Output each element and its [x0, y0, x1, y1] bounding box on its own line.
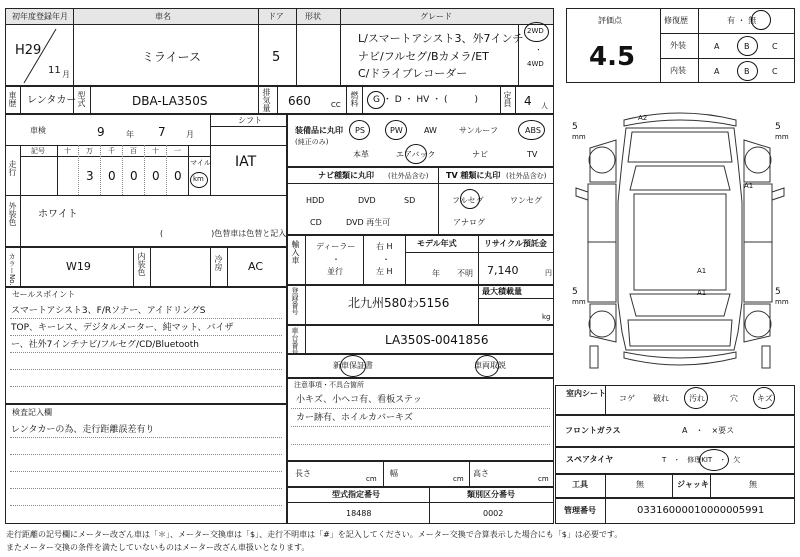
auction-sheet: 初年度登録年月 車名 ドア 形状 グレード H29 11 月 ミライース 5 L/スマートアシスト3、外7インチ ナビ/フルセグ/Bカメラ/ET C/ドライブレコーダー 2WD 4WD ・ 車歴 レンタカー 型式 DBA-LA350S 排気量 660 CC 燃料 G ・ D ・ HV ・ ( ) 定員 4 人 車検 9 年 7 月 シフト IAT 走行 記号 十 万 千 百 十 一 3 0 0 0 0 マイル km 外装色 ホワイト ( )色替車は色替と記入 カラーNo. W19 内装色 冷房 AC セールスポイント スマートアシスト3、F/Rソナー、アイドリングS TOP、キーレス、デジタルメーター、純マット、バイザ ー、社外7インチナビ/フルセグ/CD/Bluetooth 検査記入欄 レンタカーの為、走行距離誤差有り 装備品に丸印 (純正のみ) PS PW AW サンルーフ ABS 本革 エアバック ナビ TV ナビ種類に丸印 (社外品含む) HDD DVD SD CD DVD 再生可 TV 種類に丸印 (社外品含む) フルセグ ワンセグ アナログ 輸入車 ディーラー ・ 並行 右 H ・ 左 H モデル年式 年 不明 リサイクル預託金 7,140 円 登録番号 北九州580わ5156 最大積載量 kg 車台番号 LA350S-0041856 新車保証書 車両取説 注意事項・不具合箇所 小キズ、小ヘコ有、看板ステッ カー跡有、ホイルカバーキズ 長さ cm 幅 cm 高さ cm 型式指定番号 18488 類別区分番号 0002 評価点 4.5 修復歴 有 ・ 無 外装 A B C 内装 A B C 5 mm 5 mm 5 mm 5 mm A2 A1 A1 A1 室内シート コゲ 破れ 汚れ 穴 キズ フロントガラス A ・ ×要ス スペアタイヤ T ・ 修理KIT ・ 欠 工具 無 ジャッキ 無 管理番号 03316000010000005991 走行距離の記号欄にメーター改ざん車は「＊」、メーター交換車は「$」、走行不明車は「#」を記入してください。メーター交換で合算表示した場合にも「$」は必要です。 またメーター交換の条件を満たしていないものはメーター改ざん車扱いとなります。 — [0, 0, 800, 557]
car-name-value: ミライース — [142, 50, 202, 64]
equip-ps: PS — [355, 126, 365, 135]
grade-header: グレード — [420, 12, 452, 21]
new-warranty-circle — [340, 355, 366, 377]
equip-navi: ナビ — [472, 150, 488, 159]
diagram-bracket-tr: 5 — [775, 122, 781, 132]
designation-model-value: 18488 — [346, 509, 372, 518]
mileage-digit-2: 0 — [108, 169, 116, 183]
model-year-unit: 年 — [432, 269, 440, 278]
shift-value: IAT — [235, 154, 257, 170]
ac-label: 冷房 — [214, 255, 223, 271]
recycle-unit: 円 — [545, 269, 552, 277]
seat-hole: 穴 — [730, 394, 738, 403]
diagram-bracket-tl: 5 — [572, 122, 578, 132]
footer-line-1: 走行距離の記号欄にメーター改ざん車は「＊」、メーター交換車は「$」、走行不明車は「#」を記入してください。メーター交換で合算表示した場合にも「$」は必要です。 — [6, 530, 623, 539]
repair-label: 修復歴 — [664, 16, 688, 25]
displacement-value: 660 — [288, 94, 311, 108]
tv-fullseg-circle — [460, 189, 480, 209]
length-label: 長さ — [295, 469, 311, 478]
notices-line-1: 小キズ、小ヘコ有、看板ステッ — [296, 395, 422, 405]
car-diagram — [566, 92, 795, 377]
sales-point-line-2: TOP、キーレス、デジタルメーター、純マット、バイザ — [11, 323, 234, 333]
km-label: km — [193, 175, 204, 183]
tools-box — [555, 474, 795, 498]
inspection-year-unit: 年 — [126, 130, 134, 139]
inspection-label: 車検 — [30, 126, 46, 135]
sales-point-label: セールスポイント — [12, 290, 76, 299]
usage-label: 車歴 — [8, 91, 17, 107]
seat-scratch-circle — [753, 387, 775, 409]
tools-label: 工具 — [572, 480, 588, 489]
digit-label-2: 千 — [108, 147, 115, 155]
tv-oneseg: ワンセグ — [510, 196, 542, 205]
capacity-unit: 人 — [541, 102, 548, 110]
width-unit: cm — [453, 475, 464, 483]
navi-title: ナビ種類に丸印 — [318, 171, 374, 180]
manual-circle — [475, 355, 499, 377]
height-label: 高さ — [473, 469, 489, 478]
recycle-value: 7,140 — [487, 264, 519, 277]
jack-label: ジャッキ — [677, 480, 709, 489]
tools-value: 無 — [636, 480, 644, 489]
navi-dvd: DVD — [358, 196, 376, 205]
inspection-notes-box — [5, 404, 287, 524]
control-label: 管理番号 — [564, 506, 596, 515]
model-year-label: モデル年式 — [417, 239, 457, 248]
kg-unit: kg — [542, 313, 551, 321]
mile-label: マイル — [190, 159, 211, 167]
max-load-label: 最大積載量 — [482, 287, 522, 296]
exterior-label: 外装 — [670, 41, 686, 50]
first-reg-month: 11 — [48, 65, 61, 76]
footer-line-2: またメーター交換の条件を満たしていないものはメーター改ざん車扱いとなります。 — [6, 543, 310, 552]
registration-label: 登録番号 — [291, 287, 299, 315]
tv-title: TV 種類に丸印 — [446, 171, 501, 180]
spare-label: スペアタイヤ — [566, 455, 614, 464]
digit-label-0: 十 — [64, 147, 71, 155]
interior-sheet-label: 室内シート — [566, 389, 606, 398]
width-label: 幅 — [390, 469, 398, 478]
color-value: ホワイト — [38, 209, 78, 220]
interior-a: A — [714, 67, 720, 76]
equip-airbag: エアバック — [396, 150, 436, 159]
equip-pw-circle — [385, 120, 407, 140]
fuel-options: G ・ D ・ HV ・ ( ) — [373, 95, 479, 105]
manual: 車両取説 — [474, 361, 506, 370]
repair-options: 有 ・ 無 — [727, 16, 757, 25]
color-no-row — [5, 247, 287, 287]
fuel-label: 燃料 — [350, 91, 359, 107]
fuel-g-circle — [367, 91, 385, 109]
equip-pw: PW — [390, 126, 403, 135]
usage-value: レンタカー — [27, 95, 77, 106]
diagram-mm-br: mm — [775, 298, 789, 306]
navi-cd: CD — [310, 218, 322, 227]
mileage-digit-5: 0 — [174, 169, 182, 183]
diagram-bracket-bl: 5 — [572, 287, 578, 297]
car-name-header: 車名 — [155, 12, 171, 21]
color-note: ( )色替車は色替と記入 — [160, 229, 287, 238]
cc-unit: CC — [331, 101, 341, 109]
inspection-notes-line: レンタカーの為、走行距離誤差有り — [11, 425, 155, 435]
ac-value: AC — [248, 260, 264, 273]
displacement-label: 排気量 — [262, 88, 271, 112]
exterior-a: A — [714, 42, 720, 51]
damage-mark-a2: A2 — [638, 114, 648, 122]
import-lh: 左 H — [376, 267, 393, 276]
exterior-c: C — [772, 42, 778, 51]
equipment-title: 装備品に丸印 — [295, 126, 343, 135]
color-no-label: カラーNo. — [8, 253, 16, 286]
diagram-mm-bl: mm — [572, 298, 586, 306]
new-warranty: 新車保証書 — [333, 361, 373, 370]
equip-aw: AW — [424, 126, 437, 135]
import-label: 輸入車 — [291, 240, 300, 264]
sales-point-line-1: スマートアシスト3、F/Rソナー、アイドリングS — [11, 306, 206, 316]
grade-line-1: L/スマートアシスト3、外7インチ — [358, 32, 524, 45]
designation-class-value: 0002 — [483, 509, 504, 518]
drive-2wd: 2WD — [527, 27, 544, 35]
drive-4wd: 4WD — [527, 60, 544, 68]
recycle-label: リサイクル預託金 — [484, 239, 547, 248]
navi-hdd: HDD — [306, 196, 325, 205]
interior-label: 内装 — [670, 66, 686, 75]
color-label: 外装色 — [8, 202, 17, 226]
first-reg-header: 初年度登録年月 — [12, 12, 68, 21]
first-reg-year: H29 — [15, 43, 42, 58]
interior-b: B — [744, 67, 750, 76]
seat-stain-circle — [684, 387, 708, 409]
model-year-unknown: 不明 — [457, 269, 473, 278]
inspection-year: 9 — [97, 125, 105, 139]
digit-label-1: 万 — [86, 147, 93, 155]
seat-stain: 汚れ — [689, 394, 705, 403]
damage-mark-a1-rear: A1 — [697, 267, 707, 275]
navi-title-note: (社外品含む) — [388, 172, 429, 180]
navi-sd: SD — [404, 196, 416, 205]
digit-label-5: 一 — [174, 147, 181, 155]
shape-header: 形状 — [305, 12, 321, 21]
score-value: 4.5 — [589, 42, 636, 72]
windshield-options: A ・ ×要ス — [682, 426, 735, 435]
height-unit: cm — [538, 475, 549, 483]
shift-label: シフト — [238, 116, 262, 125]
interior-color-label: 内装色 — [137, 252, 146, 276]
digit-label-4: 十 — [152, 147, 159, 155]
doors-value: 5 — [272, 50, 281, 65]
damage-mark-a1-right: A1 — [744, 182, 754, 190]
chassis-label: 車台番号 — [291, 327, 299, 355]
seat-tear: 破れ — [653, 394, 669, 403]
notices-line-2: カー跡有、ホイルカバーキズ — [296, 413, 413, 423]
grade-line-3: C/ドライブレコーダー — [358, 67, 468, 80]
chassis-value: LA350S-0041856 — [385, 333, 489, 347]
diagram-mm-tl: mm — [572, 133, 586, 141]
inspection-month: 7 — [158, 125, 166, 139]
equip-tv: TV — [527, 150, 538, 159]
color-no-value: W19 — [66, 260, 91, 273]
model-value: DBA-LA350S — [132, 94, 208, 108]
equip-abs-circle — [518, 120, 545, 140]
digit-label-3: 百 — [130, 147, 137, 155]
inspection-month-unit: 月 — [186, 130, 194, 139]
interior-c: C — [772, 67, 778, 76]
navi-dvd-play: DVD 再生可 — [346, 218, 391, 227]
sales-point-line-3: ー、社外7インチナビ/フルセグ/CD/Bluetooth — [11, 340, 200, 350]
seat-burn: コゲ — [619, 394, 635, 403]
warranty-box — [287, 354, 554, 378]
mileage-digit-4: 0 — [152, 169, 160, 183]
length-unit: cm — [366, 475, 377, 483]
exterior-b-circle — [737, 36, 758, 56]
tv-fullseg: フルセグ — [452, 196, 484, 205]
damage-mark-a1-bumper: A1 — [697, 289, 707, 297]
equip-airbag-circle — [405, 144, 427, 164]
capacity-value: 4 — [524, 94, 532, 108]
repair-none-circle — [751, 10, 771, 30]
designation-class-label: 類別区分番号 — [467, 490, 515, 499]
import-dealer: ディーラー — [316, 242, 356, 251]
interior-b-circle — [737, 61, 758, 81]
mileage-digit-3: 0 — [130, 169, 138, 183]
capacity-label: 定員 — [503, 91, 512, 107]
equip-ps-circle — [349, 120, 370, 140]
size-box — [287, 461, 554, 487]
door-header: ドア — [268, 12, 284, 21]
equip-leather: 本革 — [353, 150, 369, 159]
mileage-digit-1: 3 — [86, 169, 94, 183]
control-value: 03316000010000005991 — [637, 505, 765, 516]
tv-title-note: (社外品含む) — [506, 172, 547, 180]
mileage-label: 走行 — [8, 160, 17, 176]
equipment-subtitle: (純正のみ) — [295, 138, 329, 146]
score-label: 評価点 — [598, 16, 622, 25]
registration-value: 北九州580わ5156 — [348, 296, 450, 310]
equip-abs: ABS — [525, 126, 541, 135]
inspection-block — [5, 114, 287, 247]
import-rh: 右 H — [376, 242, 393, 251]
spare-options: T ・ 修理KIT ・ 欠 — [662, 456, 741, 464]
mileage-sign-label: 記号 — [31, 147, 45, 155]
spare-kit-circle — [699, 449, 729, 471]
notices-label: 注意事項・不具合箇所 — [294, 381, 364, 389]
designation-model-label: 型式指定番号 — [332, 490, 380, 499]
tv-analog: アナログ — [453, 218, 485, 227]
seat-scratch: キズ — [757, 394, 773, 403]
diagram-mm-tr: mm — [775, 133, 789, 141]
windshield-label: フロントガラス — [565, 426, 621, 435]
equip-sunroof: サンルーフ — [459, 126, 498, 135]
grade-line-2: ナビ/フルセグ/Bカメラ/ET — [358, 50, 489, 63]
model-label: 型式 — [77, 91, 86, 107]
import-parallel: 並行 — [327, 267, 343, 276]
exterior-b: B — [744, 42, 750, 51]
diagram-bracket-br: 5 — [775, 287, 781, 297]
jack-value: 無 — [749, 480, 757, 489]
first-reg-month-unit: 月 — [62, 70, 70, 79]
inspection-notes-label: 検査記入欄 — [12, 408, 52, 417]
